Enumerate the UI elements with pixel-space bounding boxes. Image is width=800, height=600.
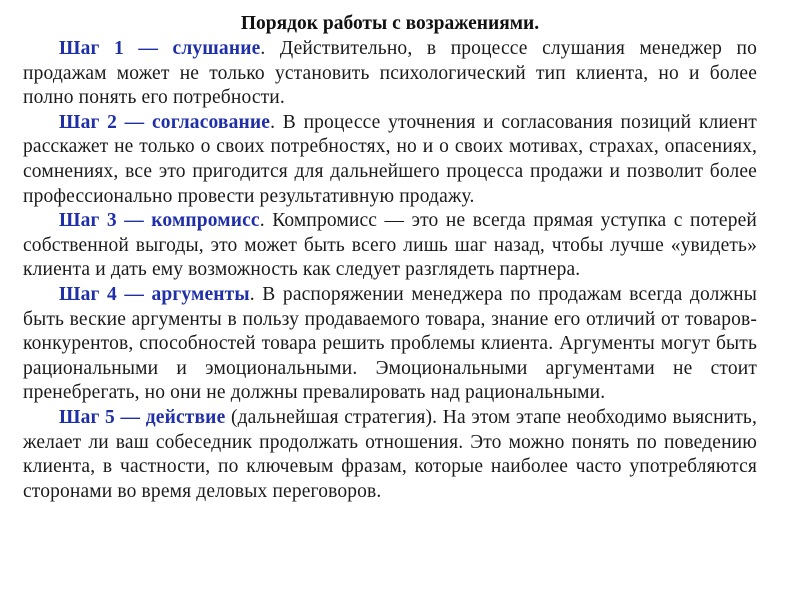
step-1-heading: Шаг 1 — слушание [59, 38, 261, 59]
step-5-text: (дальнейшая стратегия). На этом этапе необходимо выяснить, желает ли ваш собеседник продолжать отношения. Это можно понять по поведению клиента, в частности, по ключевым фразам, которые наиболее часто употребляются сторонами во время деловых переговоров. [23, 406, 758, 502]
step-3-paragraph [23, 209, 757, 283]
step-4-text: . В распоряжении менеджера по продажам всегда должны быть веские аргументы в пользу продаваемого товара, знание его отличий от товаров-конкурентов, способностей товара решить проблемы клиента. Аргументы могут быть рациональными и эмоциональными. Эмоциональными аргументами не стоит пренебрегать, но они не должны превалировать над рациональными. [23, 283, 757, 404]
step-1-text: . Действительно, в процессе слушания менеджер по продажам может не только установить психологический тип клиента, но и более полно понять его потребности. [23, 38, 758, 109]
step-3-text: . Компромисс — это не всегда прямая уступка с потерей собственной выгоды, это может быть всего лишь шаг назад, чтобы лучше «увидеть» клиента и дать ему возможность как следует разглядеть партнера. [23, 210, 757, 281]
step-2-heading: Шаг 2 — согласование [59, 111, 271, 133]
step-5-heading: Шаг 5 — действие [59, 406, 226, 428]
step-2-text: . В процессе уточнения и согласования позиций клиент расскажет не только о своих потребностях, но и о своих мотивах, страхах, опасениях, сомнениях, все это пригодится для дальнейшего процесса продажи и позволит более профессионально провести результативную продажу. [23, 111, 757, 207]
step-4-paragraph [23, 283, 757, 406]
step-2-paragraph [23, 111, 757, 209]
step-5-paragraph [23, 406, 757, 504]
step-1-paragraph [23, 37, 757, 111]
step-4-heading: Шаг 4 — аргументы [59, 283, 250, 305]
step-3-heading: Шаг 3 — компромисс [59, 210, 260, 232]
document-title: Порядок работы с возражениями. [240, 13, 540, 34]
document-body [23, 10, 757, 504]
